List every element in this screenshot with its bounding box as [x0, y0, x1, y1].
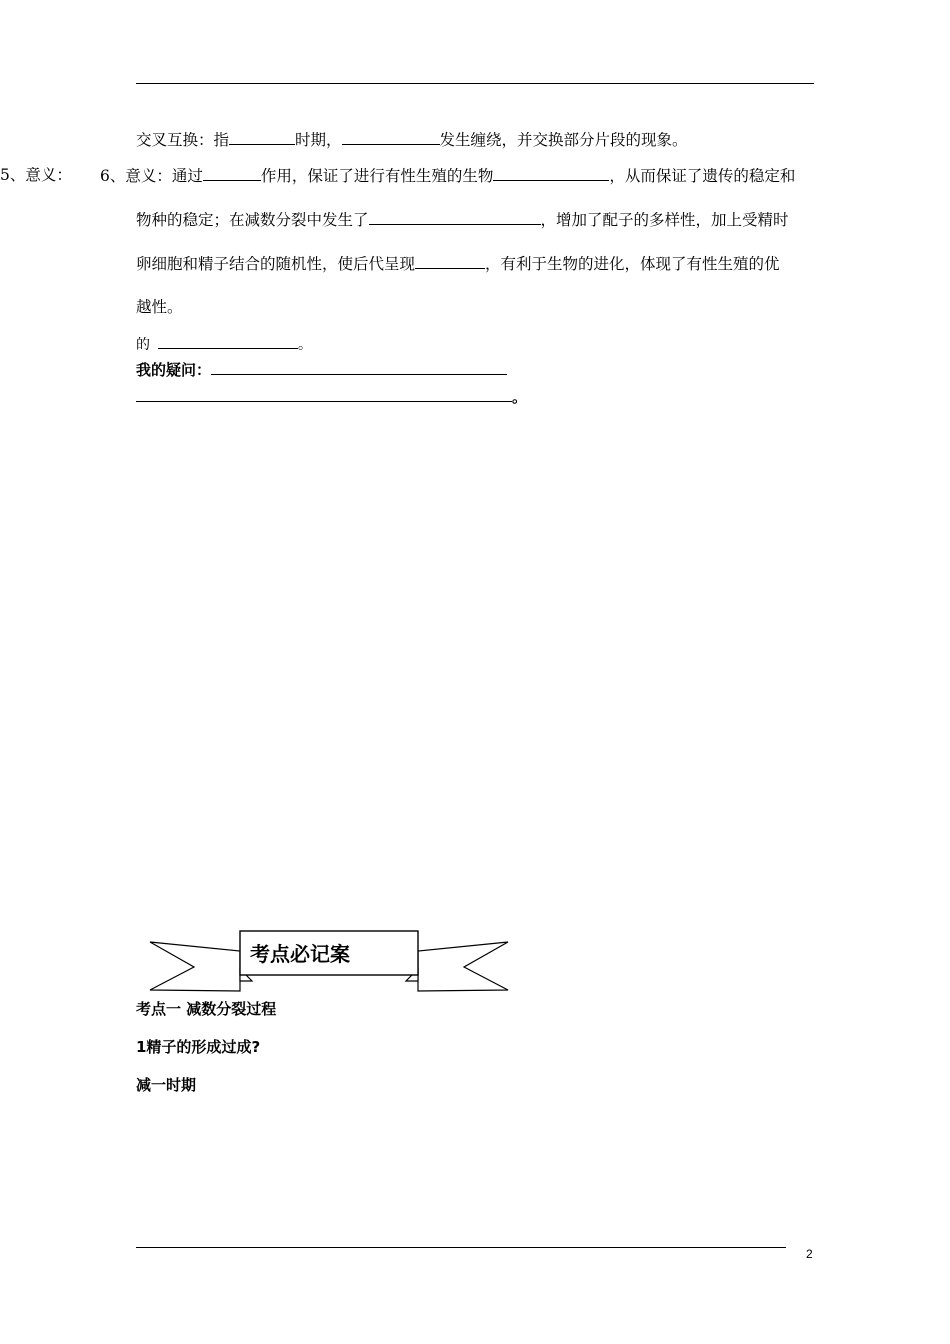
crossover-mid: 时期，: [295, 131, 342, 149]
significance-blank-5[interactable]: [158, 333, 298, 349]
section-heading: 考点一 减数分裂过程: [136, 1000, 277, 1018]
footer-rule: [136, 1247, 786, 1248]
crossover-line: [136, 129, 688, 150]
question-line-2: [136, 386, 527, 407]
crossover-suffix: 发生缠绕，并交换部分片段的现象。: [439, 131, 688, 149]
significance-line5-a: 的: [136, 337, 150, 353]
question-label: 我的疑问：: [136, 361, 212, 379]
significance-blank-4[interactable]: [415, 253, 485, 269]
banner-title: 考点必记案: [250, 942, 350, 966]
banner-right-tail: [418, 942, 508, 991]
significance-line-5: [136, 333, 312, 355]
page-number: 2: [806, 1247, 813, 1261]
section-question-1: 1精子的形成过成?: [136, 1038, 261, 1056]
banner-left-tail: [150, 942, 240, 991]
significance-blank-3[interactable]: [369, 209, 541, 225]
significance-line2-b: ，增加了配子的多样性，加上受精时: [540, 211, 789, 229]
significance-line-4: 越性。: [136, 298, 183, 316]
significance-line1-b: 作用，保证了进行有性生殖的生物: [260, 167, 494, 185]
significance-line1-c: ，从而保证了遗传的稳定和: [609, 167, 796, 185]
question-line: [136, 359, 507, 380]
significance-line1-a: 6、意义：通过: [100, 167, 203, 185]
significance-blank-2[interactable]: [493, 165, 609, 181]
question-end: 。: [512, 388, 528, 406]
significance-line3-b: ，有利于生物的进化，体现了有性生殖的优: [485, 255, 780, 273]
significance-line-1: [100, 165, 795, 186]
question-blank-1[interactable]: [211, 359, 507, 375]
significance-line2-a: 物种的稳定；在减数分裂中发生了: [136, 211, 369, 229]
section-subheading: 减一时期: [136, 1076, 197, 1094]
significance-line5-b: 。: [298, 337, 312, 353]
question-blank-2[interactable]: [136, 386, 512, 402]
significance-line-2: [136, 209, 789, 230]
significance-line3-a: 卵细胞和精子结合的随机性，使后代呈现: [136, 255, 416, 273]
significance-blank-1[interactable]: [203, 165, 261, 181]
header-rule: [136, 83, 814, 84]
crossover-blank-2[interactable]: [342, 129, 440, 145]
crossover-prefix: 交叉互换：指: [136, 131, 230, 149]
significance-margin-label: 5、意义：: [0, 166, 72, 184]
crossover-blank-1[interactable]: [229, 129, 295, 145]
significance-line-3: [136, 253, 780, 274]
